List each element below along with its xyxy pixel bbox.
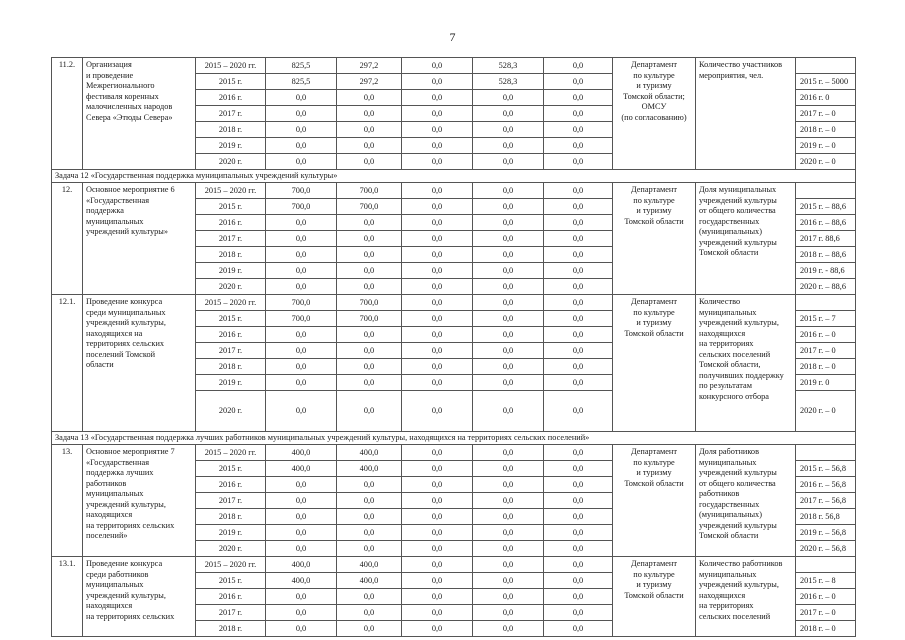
extra-budgetary-cell: 0,0 (544, 375, 613, 391)
activity-name: Организация и проведение Межрегионального фестиваля коренных малочисленных народов Севера «Этюды Севера» (83, 58, 196, 170)
federal-budget-cell: 400,0 (337, 557, 402, 573)
period-cell: 2015 – 2020 гг. (196, 557, 266, 573)
executor-cell: Департамент по культуре и туризму Томской области (613, 183, 696, 295)
extra-budgetary-cell: 0,0 (544, 557, 613, 573)
federal-budget-cell: 0,0 (337, 477, 402, 493)
total-funding-cell: 400,0 (266, 461, 337, 477)
task-heading: Задача 12 «Государственная поддержка муниципальных учреждений культуры» (52, 170, 856, 183)
total-funding-cell: 0,0 (266, 106, 337, 122)
federal-budget-cell: 700,0 (337, 295, 402, 311)
total-funding-cell: 0,0 (266, 279, 337, 295)
target-value-cell: 2016 г. – 88,6 (796, 215, 856, 231)
federal-budget-cell: 0,0 (337, 525, 402, 541)
regional-budget-cell: 0,0 (402, 263, 473, 279)
period-cell: 2020 г. (196, 541, 266, 557)
total-funding-cell: 0,0 (266, 525, 337, 541)
target-value-cell: 2016 г. – 0 (796, 327, 856, 343)
extra-budgetary-cell: 0,0 (544, 621, 613, 637)
period-cell: 2015 – 2020 гг. (196, 58, 266, 74)
target-value-cell: 2020 г. – 0 (796, 154, 856, 170)
federal-budget-cell: 0,0 (337, 541, 402, 557)
target-value-cell (796, 58, 856, 74)
total-funding-cell: 0,0 (266, 391, 337, 432)
federal-budget-cell: 0,0 (337, 375, 402, 391)
federal-budget-cell: 0,0 (337, 359, 402, 375)
period-cell: 2017 г. (196, 605, 266, 621)
period-cell: 2018 г. (196, 509, 266, 525)
extra-budgetary-cell: 0,0 (544, 215, 613, 231)
local-budget-cell: 0,0 (473, 343, 544, 359)
local-budget-cell: 0,0 (473, 138, 544, 154)
regional-budget-cell: 0,0 (402, 573, 473, 589)
executor-cell: Департамент по культуре и туризму Томской области; ОМСУ (по согласованию) (613, 58, 696, 170)
total-funding-cell: 0,0 (266, 509, 337, 525)
federal-budget-cell: 700,0 (337, 199, 402, 215)
local-budget-cell: 0,0 (473, 621, 544, 637)
extra-budgetary-cell: 0,0 (544, 122, 613, 138)
regional-budget-cell: 0,0 (402, 90, 473, 106)
federal-budget-cell: 0,0 (337, 138, 402, 154)
federal-budget-cell: 0,0 (337, 327, 402, 343)
federal-budget-cell: 0,0 (337, 90, 402, 106)
target-value-cell: 2018 г. – 0 (796, 122, 856, 138)
page-number: 7 (449, 30, 456, 44)
federal-budget-cell: 0,0 (337, 343, 402, 359)
local-budget-cell: 0,0 (473, 199, 544, 215)
federal-budget-cell: 0,0 (337, 605, 402, 621)
regional-budget-cell: 0,0 (402, 477, 473, 493)
regional-budget-cell: 0,0 (402, 247, 473, 263)
period-cell: 2015 – 2020 гг. (196, 183, 266, 199)
target-value-cell (796, 445, 856, 461)
total-funding-cell: 0,0 (266, 247, 337, 263)
extra-budgetary-cell: 0,0 (544, 138, 613, 154)
local-budget-cell: 0,0 (473, 359, 544, 375)
federal-budget-cell: 0,0 (337, 509, 402, 525)
extra-budgetary-cell: 0,0 (544, 359, 613, 375)
local-budget-cell: 0,0 (473, 541, 544, 557)
local-budget-cell: 0,0 (473, 525, 544, 541)
total-funding-cell: 0,0 (266, 605, 337, 621)
regional-budget-cell: 0,0 (402, 215, 473, 231)
period-cell: 2015 – 2020 гг. (196, 445, 266, 461)
federal-budget-cell: 0,0 (337, 589, 402, 605)
period-cell: 2018 г. (196, 122, 266, 138)
local-budget-cell: 0,0 (473, 573, 544, 589)
executor-cell: Департамент по культуре и туризму Томской области (613, 557, 696, 637)
local-budget-cell: 0,0 (473, 215, 544, 231)
local-budget-cell: 0,0 (473, 295, 544, 311)
period-cell: 2015 г. (196, 311, 266, 327)
local-budget-cell: 0,0 (473, 122, 544, 138)
local-budget-cell: 0,0 (473, 461, 544, 477)
period-cell: 2017 г. (196, 493, 266, 509)
item-number: 11.2. (52, 58, 83, 170)
total-funding-cell: 0,0 (266, 90, 337, 106)
regional-budget-cell: 0,0 (402, 375, 473, 391)
regional-budget-cell: 0,0 (402, 445, 473, 461)
regional-budget-cell: 0,0 (402, 231, 473, 247)
regional-budget-cell: 0,0 (402, 183, 473, 199)
total-funding-cell: 0,0 (266, 263, 337, 279)
period-cell: 2019 г. (196, 138, 266, 154)
federal-budget-cell: 0,0 (337, 279, 402, 295)
total-funding-cell: 700,0 (266, 295, 337, 311)
activity-name: Проведение конкурса среди муниципальных учреждений культуры, находящихся на территориях сельских поселений Томской области (83, 295, 196, 432)
federal-budget-cell: 0,0 (337, 621, 402, 637)
regional-budget-cell: 0,0 (402, 154, 473, 170)
regional-budget-cell: 0,0 (402, 509, 473, 525)
regional-budget-cell: 0,0 (402, 621, 473, 637)
federal-budget-cell: 0,0 (337, 154, 402, 170)
local-budget-cell: 0,0 (473, 154, 544, 170)
extra-budgetary-cell: 0,0 (544, 263, 613, 279)
target-value-cell: 2016 г. – 0 (796, 589, 856, 605)
regional-budget-cell: 0,0 (402, 58, 473, 74)
total-funding-cell: 400,0 (266, 573, 337, 589)
item-number: 12.1. (52, 295, 83, 432)
total-funding-cell: 0,0 (266, 215, 337, 231)
target-value-cell: 2017 г. 88,6 (796, 231, 856, 247)
task-row (52, 170, 856, 183)
task-heading: Задача 13 «Государственная поддержка лучших работников муниципальных учреждений культуры, находящихся на территориях сельских поселений» (52, 432, 856, 445)
target-value-cell: 2015 г. – 56,8 (796, 461, 856, 477)
local-budget-cell: 0,0 (473, 231, 544, 247)
extra-budgetary-cell: 0,0 (544, 199, 613, 215)
table-row (52, 183, 856, 199)
local-budget-cell: 0,0 (473, 589, 544, 605)
federal-budget-cell: 0,0 (337, 215, 402, 231)
regional-budget-cell: 0,0 (402, 605, 473, 621)
period-cell: 2015 г. (196, 74, 266, 90)
period-cell: 2019 г. (196, 375, 266, 391)
federal-budget-cell: 0,0 (337, 106, 402, 122)
extra-budgetary-cell: 0,0 (544, 445, 613, 461)
target-value-cell: 2018 г. – 0 (796, 359, 856, 375)
local-budget-cell: 0,0 (473, 375, 544, 391)
federal-budget-cell: 400,0 (337, 461, 402, 477)
federal-budget-cell: 0,0 (337, 247, 402, 263)
regional-budget-cell: 0,0 (402, 541, 473, 557)
period-cell: 2018 г. (196, 247, 266, 263)
target-value-cell (796, 557, 856, 573)
federal-budget-cell: 297,2 (337, 58, 402, 74)
period-cell: 2015 г. (196, 573, 266, 589)
total-funding-cell: 700,0 (266, 183, 337, 199)
local-budget-cell: 0,0 (473, 311, 544, 327)
federal-budget-cell: 297,2 (337, 74, 402, 90)
local-budget-cell: 528,3 (473, 74, 544, 90)
regional-budget-cell: 0,0 (402, 311, 473, 327)
program-table (51, 57, 856, 637)
local-budget-cell: 0,0 (473, 509, 544, 525)
extra-budgetary-cell: 0,0 (544, 573, 613, 589)
target-value-cell (796, 183, 856, 199)
target-value-cell: 2015 г. – 88,6 (796, 199, 856, 215)
extra-budgetary-cell: 0,0 (544, 295, 613, 311)
local-budget-cell: 0,0 (473, 445, 544, 461)
indicator-cell: Количество работников муниципальных учреждений культуры, находящихся на территориях сельских поселений (696, 557, 796, 637)
indicator-cell: Количество муниципальных учреждений культуры, находящихся на территориях сельских поселений Томской области, получивших поддержку по результатам конкурсного отбора (696, 295, 796, 432)
indicator-cell: Доля работников муниципальных учреждений культуры от общего количества работников государственных (муниципальных) учреждений культуры Томской области (696, 445, 796, 557)
extra-budgetary-cell: 0,0 (544, 477, 613, 493)
regional-budget-cell: 0,0 (402, 343, 473, 359)
extra-budgetary-cell: 0,0 (544, 589, 613, 605)
period-cell: 2015 – 2020 гг. (196, 295, 266, 311)
regional-budget-cell: 0,0 (402, 74, 473, 90)
table-row (52, 557, 856, 573)
regional-budget-cell: 0,0 (402, 327, 473, 343)
item-number: 12. (52, 183, 83, 295)
federal-budget-cell: 400,0 (337, 573, 402, 589)
extra-budgetary-cell: 0,0 (544, 154, 613, 170)
total-funding-cell: 0,0 (266, 231, 337, 247)
target-value-cell: 2015 г. – 5000 (796, 74, 856, 90)
extra-budgetary-cell: 0,0 (544, 493, 613, 509)
regional-budget-cell: 0,0 (402, 106, 473, 122)
local-budget-cell: 0,0 (473, 557, 544, 573)
total-funding-cell: 0,0 (266, 493, 337, 509)
local-budget-cell: 0,0 (473, 279, 544, 295)
total-funding-cell: 0,0 (266, 343, 337, 359)
local-budget-cell: 0,0 (473, 327, 544, 343)
target-value-cell: 2017 г. – 0 (796, 106, 856, 122)
activity-name: Основное мероприятие 7 «Государственная поддержка лучших работников муниципальных учреждений культуры, находящихся на территориях сельских поселений» (83, 445, 196, 557)
regional-budget-cell: 0,0 (402, 122, 473, 138)
total-funding-cell: 700,0 (266, 199, 337, 215)
period-cell: 2017 г. (196, 106, 266, 122)
target-value-cell: 2019 г. – 56,8 (796, 525, 856, 541)
executor-cell: Департамент по культуре и туризму Томской области (613, 445, 696, 557)
period-cell: 2018 г. (196, 359, 266, 375)
federal-budget-cell: 700,0 (337, 311, 402, 327)
target-value-cell: 2019 г. - 88,6 (796, 263, 856, 279)
regional-budget-cell: 0,0 (402, 295, 473, 311)
period-cell: 2016 г. (196, 327, 266, 343)
target-value-cell: 2017 г. – 0 (796, 605, 856, 621)
extra-budgetary-cell: 0,0 (544, 327, 613, 343)
extra-budgetary-cell: 0,0 (544, 279, 613, 295)
federal-budget-cell: 0,0 (337, 122, 402, 138)
local-budget-cell: 0,0 (473, 605, 544, 621)
total-funding-cell: 0,0 (266, 122, 337, 138)
federal-budget-cell: 0,0 (337, 391, 402, 432)
extra-budgetary-cell: 0,0 (544, 183, 613, 199)
period-cell: 2019 г. (196, 525, 266, 541)
table-row (52, 445, 856, 461)
regional-budget-cell: 0,0 (402, 461, 473, 477)
regional-budget-cell: 0,0 (402, 279, 473, 295)
regional-budget-cell: 0,0 (402, 138, 473, 154)
regional-budget-cell: 0,0 (402, 589, 473, 605)
total-funding-cell: 0,0 (266, 138, 337, 154)
extra-budgetary-cell: 0,0 (544, 391, 613, 432)
local-budget-cell: 0,0 (473, 247, 544, 263)
total-funding-cell: 0,0 (266, 589, 337, 605)
federal-budget-cell: 0,0 (337, 231, 402, 247)
table-row (52, 58, 856, 74)
local-budget-cell: 0,0 (473, 477, 544, 493)
period-cell: 2016 г. (196, 215, 266, 231)
total-funding-cell: 0,0 (266, 359, 337, 375)
local-budget-cell: 0,0 (473, 493, 544, 509)
total-funding-cell: 825,5 (266, 58, 337, 74)
extra-budgetary-cell: 0,0 (544, 74, 613, 90)
activity-name: Основное мероприятие 6 «Государственная поддержка муниципальных учреждений культуры» (83, 183, 196, 295)
item-number: 13. (52, 445, 83, 557)
extra-budgetary-cell: 0,0 (544, 541, 613, 557)
target-value-cell: 2016 г. 0 (796, 90, 856, 106)
extra-budgetary-cell: 0,0 (544, 525, 613, 541)
local-budget-cell: 0,0 (473, 183, 544, 199)
extra-budgetary-cell: 0,0 (544, 106, 613, 122)
task-row (52, 432, 856, 445)
extra-budgetary-cell: 0,0 (544, 461, 613, 477)
target-value-cell: 2020 г. – 88,6 (796, 279, 856, 295)
activity-name: Проведение конкурса среди работников муниципальных учреждений культуры, находящихся на территориях сельских (83, 557, 196, 637)
total-funding-cell: 0,0 (266, 477, 337, 493)
extra-budgetary-cell: 0,0 (544, 231, 613, 247)
indicator-cell: Количество участников мероприятия, чел. (696, 58, 796, 170)
regional-budget-cell: 0,0 (402, 493, 473, 509)
target-value-cell: 2015 г. – 7 (796, 311, 856, 327)
table-row (52, 295, 856, 311)
regional-budget-cell: 0,0 (402, 391, 473, 432)
total-funding-cell: 0,0 (266, 375, 337, 391)
local-budget-cell: 528,3 (473, 58, 544, 74)
executor-cell: Департамент по культуре и туризму Томской области (613, 295, 696, 432)
total-funding-cell: 400,0 (266, 445, 337, 461)
total-funding-cell: 700,0 (266, 311, 337, 327)
regional-budget-cell: 0,0 (402, 525, 473, 541)
target-value-cell: 2020 г. – 0 (796, 391, 856, 432)
local-budget-cell: 0,0 (473, 90, 544, 106)
federal-budget-cell: 0,0 (337, 263, 402, 279)
period-cell: 2016 г. (196, 477, 266, 493)
target-value-cell (796, 295, 856, 311)
extra-budgetary-cell: 0,0 (544, 90, 613, 106)
federal-budget-cell: 0,0 (337, 493, 402, 509)
regional-budget-cell: 0,0 (402, 199, 473, 215)
indicator-cell: Доля муниципальных учреждений культуры от общего количества государственных (муниципальных) учреждений культуры Томской области (696, 183, 796, 295)
target-value-cell: 2018 г. – 88,6 (796, 247, 856, 263)
target-value-cell: 2020 г. – 56,8 (796, 541, 856, 557)
target-value-cell: 2017 г. – 0 (796, 343, 856, 359)
total-funding-cell: 0,0 (266, 541, 337, 557)
total-funding-cell: 0,0 (266, 327, 337, 343)
target-value-cell: 2015 г. – 8 (796, 573, 856, 589)
target-value-cell: 2016 г. – 56,8 (796, 477, 856, 493)
period-cell: 2020 г. (196, 279, 266, 295)
federal-budget-cell: 700,0 (337, 183, 402, 199)
target-value-cell: 2019 г. 0 (796, 375, 856, 391)
extra-budgetary-cell: 0,0 (544, 311, 613, 327)
total-funding-cell: 825,5 (266, 74, 337, 90)
local-budget-cell: 0,0 (473, 391, 544, 432)
period-cell: 2019 г. (196, 263, 266, 279)
local-budget-cell: 0,0 (473, 263, 544, 279)
extra-budgetary-cell: 0,0 (544, 605, 613, 621)
target-value-cell: 2017 г. – 56,8 (796, 493, 856, 509)
period-cell: 2016 г. (196, 90, 266, 106)
extra-budgetary-cell: 0,0 (544, 58, 613, 74)
extra-budgetary-cell: 0,0 (544, 343, 613, 359)
period-cell: 2017 г. (196, 343, 266, 359)
local-budget-cell: 0,0 (473, 106, 544, 122)
period-cell: 2016 г. (196, 589, 266, 605)
regional-budget-cell: 0,0 (402, 557, 473, 573)
target-value-cell: 2019 г. – 0 (796, 138, 856, 154)
extra-budgetary-cell: 0,0 (544, 247, 613, 263)
period-cell: 2015 г. (196, 461, 266, 477)
period-cell: 2020 г. (196, 154, 266, 170)
regional-budget-cell: 0,0 (402, 359, 473, 375)
period-cell: 2020 г. (196, 391, 266, 432)
target-value-cell: 2018 г. 56,8 (796, 509, 856, 525)
item-number: 13.1. (52, 557, 83, 637)
total-funding-cell: 0,0 (266, 154, 337, 170)
target-value-cell: 2018 г. – 0 (796, 621, 856, 637)
total-funding-cell: 0,0 (266, 621, 337, 637)
extra-budgetary-cell: 0,0 (544, 509, 613, 525)
period-cell: 2017 г. (196, 231, 266, 247)
total-funding-cell: 400,0 (266, 557, 337, 573)
federal-budget-cell: 400,0 (337, 445, 402, 461)
period-cell: 2018 г. (196, 621, 266, 637)
period-cell: 2015 г. (196, 199, 266, 215)
